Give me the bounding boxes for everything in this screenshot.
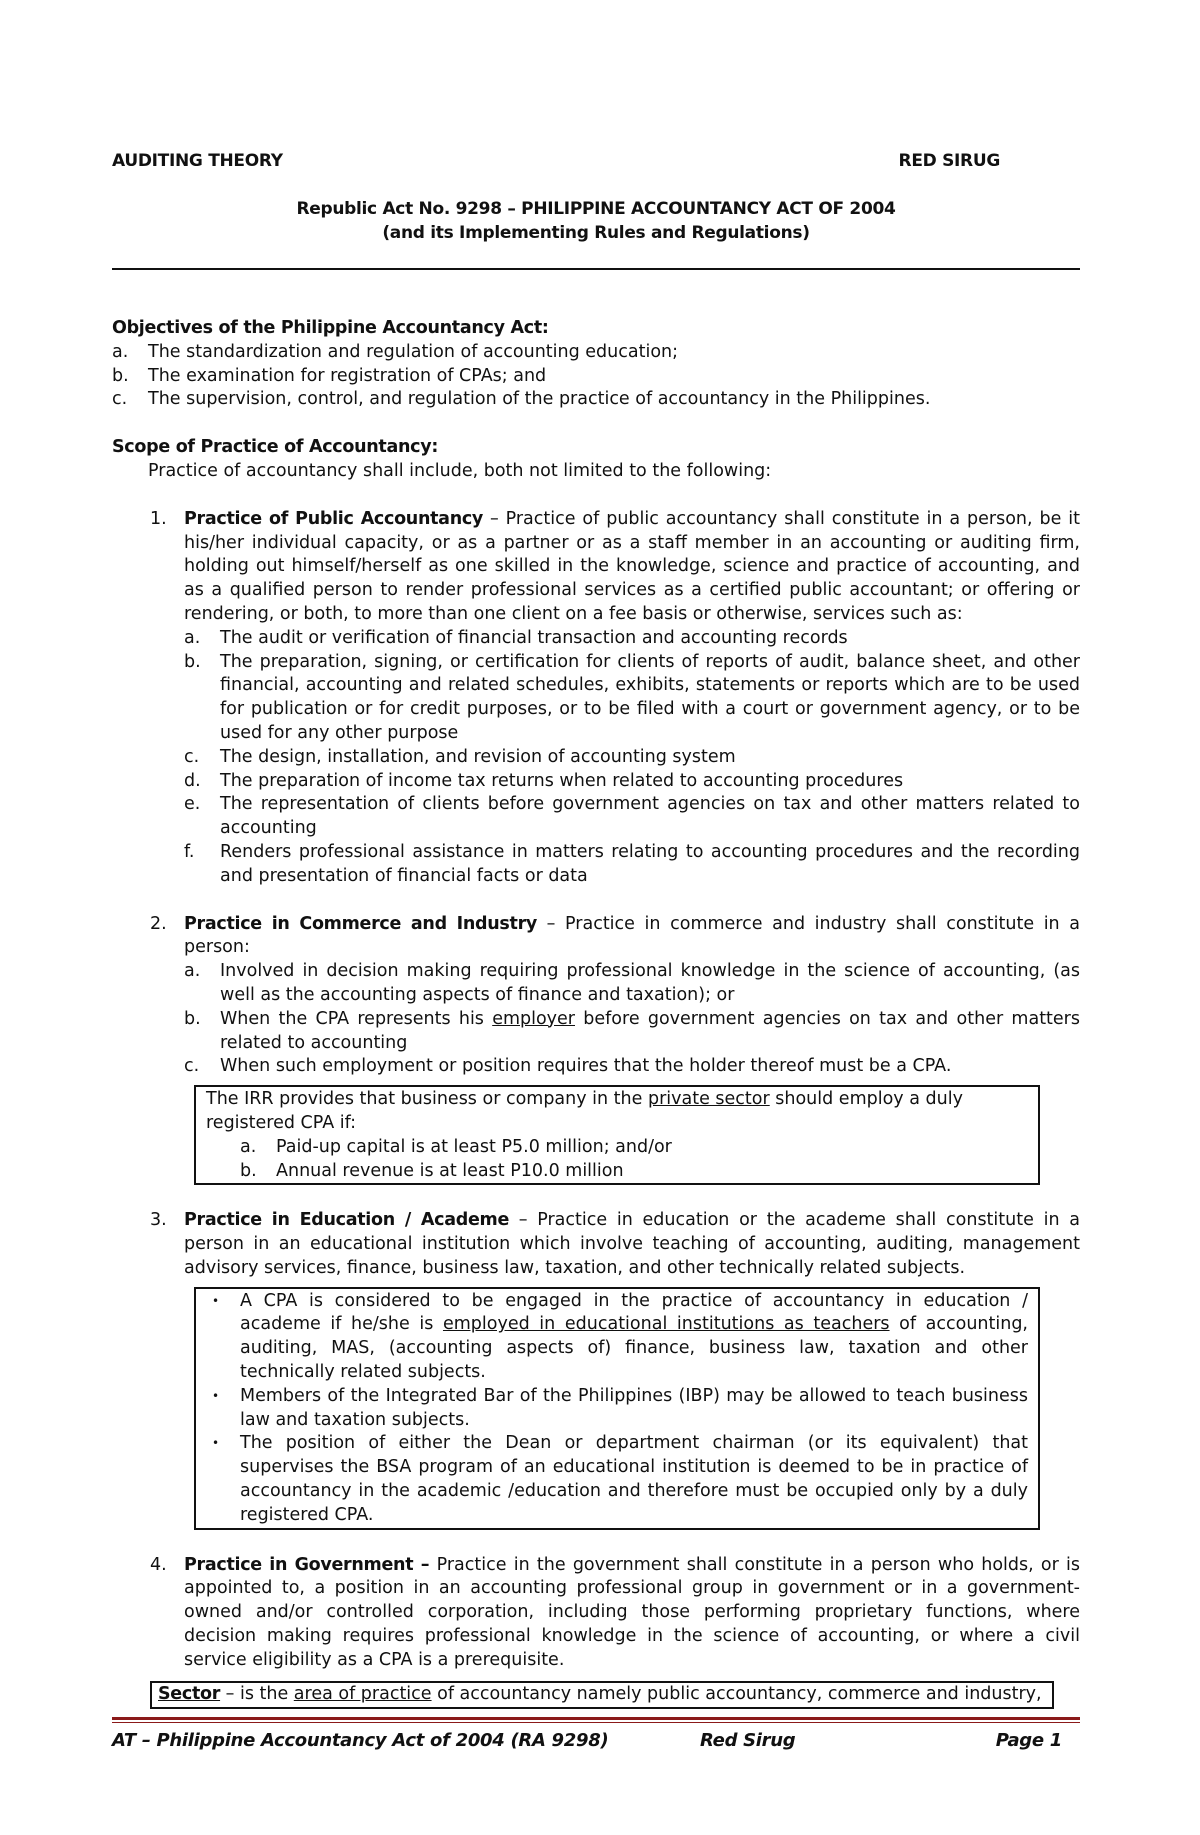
list-item-text: The preparation, signing, or certification for clients of reports of audit, balance sheet, and other financial, accounting and related schedules, exhibits, statements or reports which are to be used for publication or for credit purposes, or to be filed with a court or government agency, or to be used for any other purpose bbox=[220, 651, 1080, 743]
section-number: 4. bbox=[150, 1554, 167, 1575]
footer-title: AT – Philippine Accountancy Act of 2004 (RA 9298) bbox=[112, 1730, 609, 1751]
list-item-text: The position of either the Dean or department chairman (or its equivalent) that supervises the BSA program of an educational institution is deemed to be in practice of accountancy in the academic /education and therefore must be occupied only by a duly registered CPA. bbox=[240, 1433, 1028, 1525]
list-item-text: of accounting, auditing, MAS, (accounting aspects of) finance, business law, taxation and other technically related subjects. bbox=[240, 1314, 1028, 1383]
sector-definition-box bbox=[150, 1681, 1054, 1709]
underlined-term: area of practice bbox=[293, 1683, 432, 1704]
list-item bbox=[206, 1290, 1028, 1385]
list-item bbox=[112, 365, 1080, 389]
bullet-icon: • bbox=[212, 1388, 220, 1403]
list-item-text: The preparation of income tax returns when related to accounting procedures bbox=[220, 770, 904, 791]
list-item-text: The standardization and regulation of accounting education; bbox=[148, 341, 679, 362]
practice-education-section bbox=[112, 1209, 1080, 1280]
section-title: Practice of Public Accountancy bbox=[184, 508, 484, 529]
list-marker: a. bbox=[184, 627, 201, 648]
list-item bbox=[112, 388, 1080, 412]
list-marker: c. bbox=[184, 1056, 200, 1077]
list-item bbox=[184, 1055, 1080, 1079]
list-marker: d. bbox=[184, 770, 201, 791]
title-line-1: Republic Act No. 9298 – PHILIPPINE ACCOUNTANCY ACT OF 2004 bbox=[296, 199, 896, 219]
section-number: 1. bbox=[150, 508, 167, 529]
running-header bbox=[112, 150, 1000, 174]
list-marker: b. bbox=[184, 651, 201, 672]
list-item bbox=[206, 1432, 1028, 1527]
list-marker: a. bbox=[240, 1136, 257, 1157]
section-title: Practice in Government bbox=[184, 1554, 414, 1575]
list-item-text: When such employment or position requires that the holder thereof must be a CPA. bbox=[220, 1056, 952, 1077]
objectives-heading: Objectives of the Philippine Accountancy Act: bbox=[112, 318, 549, 338]
list-item bbox=[240, 1160, 1028, 1184]
irr-criteria-list bbox=[240, 1136, 1028, 1184]
list-item bbox=[184, 627, 1080, 651]
note-text: The IRR provides that business or company in the bbox=[206, 1089, 648, 1110]
underlined-term: employed in educational institutions as teachers bbox=[442, 1314, 890, 1335]
list-marker: b. bbox=[112, 365, 129, 386]
footer-divider-thick bbox=[112, 1717, 1080, 1720]
practice-public-section bbox=[112, 508, 1080, 889]
education-notes-list bbox=[206, 1290, 1028, 1528]
title-line-2: (and its Implementing Rules and Regulations) bbox=[382, 223, 810, 243]
section-dash: – bbox=[413, 1554, 437, 1575]
list-item-text: The representation of clients before government agencies on tax and other matters related to accounting bbox=[220, 794, 1080, 839]
list-item-text: A CPA is considered to be engaged in the practice of accountancy in education / academe if he/she is bbox=[240, 1290, 1028, 1335]
list-marker: f. bbox=[184, 841, 195, 862]
list-item-text: Members of the Integrated Bar of the Philippines (IBP) may be allowed to teach business law and taxation subjects. bbox=[240, 1385, 1028, 1430]
scope-heading: Scope of Practice of Accountancy: bbox=[112, 437, 439, 458]
document-body bbox=[112, 317, 1080, 1709]
list-item-text: before government agencies on tax and other matters related to accounting bbox=[220, 1008, 1080, 1053]
list-marker: a. bbox=[184, 961, 201, 982]
list-item bbox=[184, 793, 1080, 841]
definition-text: – is the bbox=[220, 1683, 294, 1704]
list-item bbox=[184, 651, 1080, 746]
list-marker: c. bbox=[112, 389, 128, 410]
footer-author: Red Sirug bbox=[700, 1730, 796, 1751]
list-item bbox=[184, 1008, 1080, 1056]
list-marker: b. bbox=[184, 1008, 201, 1029]
list-item-text: The audit or verification of financial transaction and accounting records bbox=[220, 627, 848, 648]
document-title bbox=[112, 197, 1080, 245]
definition-text: of accountancy namely public accountancy, commerce and industry, bbox=[431, 1683, 1042, 1704]
list-item-text: The examination for registration of CPAs; and bbox=[148, 365, 547, 386]
list-item bbox=[240, 1136, 1028, 1160]
scope-intro: Practice of accountancy shall include, both not limited to the following: bbox=[148, 460, 772, 481]
objectives-list bbox=[112, 341, 1080, 412]
list-item bbox=[184, 960, 1080, 1008]
list-item-text: Annual revenue is at least P10.0 million bbox=[276, 1160, 624, 1181]
section-text: – Practice in education or the academe shall constitute in a person in an educational institution which involve teaching of accounting, auditing, management advisory services, finance, business law, taxation, and other technically related subjects. bbox=[184, 1210, 1080, 1278]
section-title: Practice in Commerce and Industry bbox=[184, 913, 538, 934]
list-item bbox=[206, 1385, 1028, 1433]
public-services-list bbox=[184, 627, 1080, 889]
list-item bbox=[184, 746, 1080, 770]
section-title: Practice in Education / Academe bbox=[184, 1210, 510, 1231]
list-item-text: The supervision, control, and regulation of the practice of accountancy in the Philippines. bbox=[148, 389, 931, 410]
title-divider bbox=[112, 268, 1080, 270]
list-item bbox=[184, 770, 1080, 794]
irr-note-box bbox=[194, 1085, 1040, 1185]
section-text: Practice in the government shall constitute in a person who holds, or is appointed to, a position in an accounting professional group in government or in a government-owned and/or controlled corporation, including those performing proprietary functions, where decision making requires professional knowledge in the science of accounting, or where a civil service eligibility as a CPA is a prerequisite. bbox=[184, 1554, 1080, 1670]
list-marker: c. bbox=[184, 746, 200, 767]
underlined-term: employer bbox=[492, 1008, 575, 1029]
definition-term: Sector bbox=[158, 1683, 221, 1704]
bullet-icon: • bbox=[212, 1436, 220, 1451]
list-item bbox=[112, 341, 1080, 365]
underlined-term: private sector bbox=[647, 1089, 770, 1110]
bullet-icon: • bbox=[212, 1293, 220, 1308]
footer-divider-thin bbox=[112, 1722, 1080, 1723]
list-marker: e. bbox=[184, 794, 201, 815]
page-number: Page 1 bbox=[995, 1730, 1062, 1751]
list-marker: b. bbox=[240, 1160, 257, 1181]
note-text: should employ a duly registered CPA if: bbox=[206, 1089, 963, 1133]
practice-government-section bbox=[112, 1554, 1080, 1673]
header-author: RED SIRUG bbox=[898, 151, 1000, 171]
education-note-box bbox=[194, 1287, 1040, 1530]
section-number: 2. bbox=[150, 913, 167, 934]
section-text: – Practice in commerce and industry shall constitute in a person: bbox=[184, 913, 1080, 958]
list-item-text: The design, installation, and revision of accounting system bbox=[220, 746, 736, 767]
list-item-text: Renders professional assistance in matters relating to accounting procedures and the recording and presentation of financial facts or data bbox=[220, 841, 1080, 886]
list-item-text: Involved in decision making requiring professional knowledge in the science of accounting, (as well as the accounting aspects of finance and taxation); or bbox=[220, 961, 1080, 1005]
list-item-text: Paid-up capital is at least P5.0 million; and/or bbox=[276, 1136, 672, 1157]
section-text: – Practice of public accountancy shall constitute in a person, be it his/her individual capacity, or as a partner or as a staff member in an accounting or auditing firm, holding out himself/herself as one skilled in the knowledge, science and practice of accounting, and as a qualified person to render professional services as a certified public accountant; or offering or rendering, or both, to more than one client on a fee basis or otherwise, services such as: bbox=[184, 508, 1080, 624]
section-number: 3. bbox=[150, 1210, 167, 1231]
practice-commerce-section bbox=[112, 913, 1080, 1080]
running-footer bbox=[112, 1729, 1080, 1753]
list-item-text: When the CPA represents his bbox=[220, 1008, 493, 1029]
list-item bbox=[184, 841, 1080, 889]
header-subject: AUDITING THEORY bbox=[112, 151, 283, 171]
commerce-list bbox=[184, 960, 1080, 1079]
list-marker: a. bbox=[112, 341, 129, 362]
